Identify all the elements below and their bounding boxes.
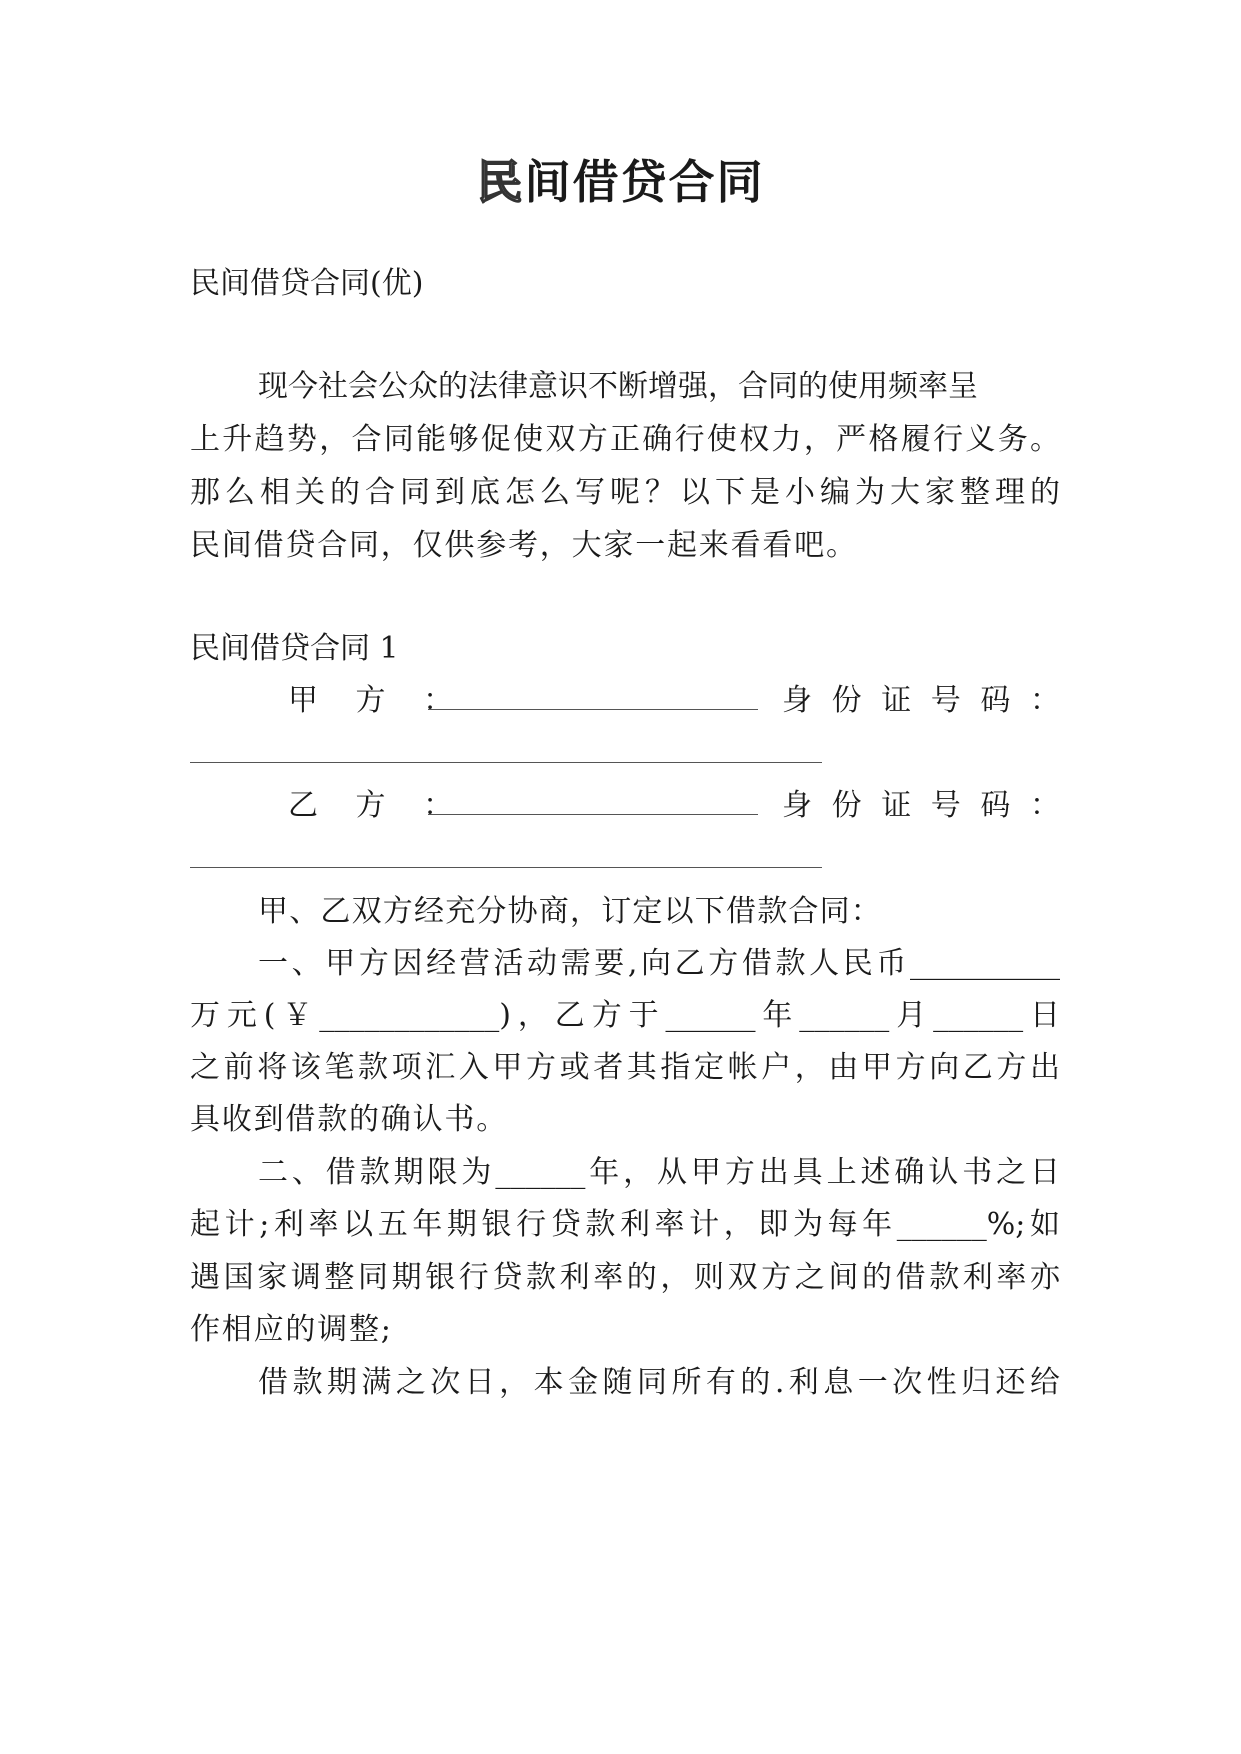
party-a-name-blank [428,709,758,710]
party-b-label: 乙 方 ： [288,788,468,823]
intro-line-2: 上升趋势，合同能够促使双方正确行使权力，严格履行义务。 [190,422,1060,457]
intro-line-3: 那么相关的合同到底怎么写呢？以下是小编为大家整理的 [190,475,1060,510]
subtitle: 民间借贷合同(优) [190,266,424,301]
party-a-row [190,679,1060,723]
party-b-row [190,784,1060,828]
clause3-line-1: 借款期满之次日，本金随同所有的.利息一次性归还给 [258,1365,1060,1400]
party-b-id-blank [190,867,822,868]
clause2-line-2: 起计;利率以五年期银行贷款利率计，即为每年______%;如 [190,1207,1060,1242]
clause1-line-3: 之前将该笔款项汇入甲方或者其指定帐户，由甲方向乙方出 [190,1050,1060,1085]
clause2-line-3: 遇国家调整同期银行贷款利率的，则双方之间的借款利率亦 [190,1260,1060,1295]
intro-line-1: 现今社会公众的法律意识不断增强，合同的使用频率呈 [258,369,978,404]
clause1-line-2: 万元(￥____________)，乙方于______年______月______日 [190,998,1060,1033]
title-first-char: 民 [476,155,525,209]
party-a-id-label: 身份证号码： [782,683,1060,718]
party-b-name-blank [428,814,758,815]
party-a-id-blank [190,762,822,763]
agreement-line: 甲、乙双方经充分协商，订定以下借款合同： [258,894,882,929]
document-title [0,152,1241,212]
title-rest: 间借贷合同 [524,155,765,209]
clause2-line-1: 二、借款期限为______年，从甲方出具上述确认书之日 [258,1155,1060,1190]
party-a-label: 甲 方 ： [288,683,468,718]
party-b-id-label: 身份证号码： [782,788,1060,823]
contract-heading: 民间借贷合同 1 [190,631,399,666]
clause2-line-4: 作相应的调整; [190,1312,393,1347]
clause1-line-4: 具收到借款的确认书。 [190,1102,508,1137]
clause1-line-1: 一、甲方因经营活动需要,向乙方借款人民币__________ [258,946,1060,981]
intro-line-4: 民间借贷合同，仅供参考，大家一起来看看吧。 [190,528,858,563]
